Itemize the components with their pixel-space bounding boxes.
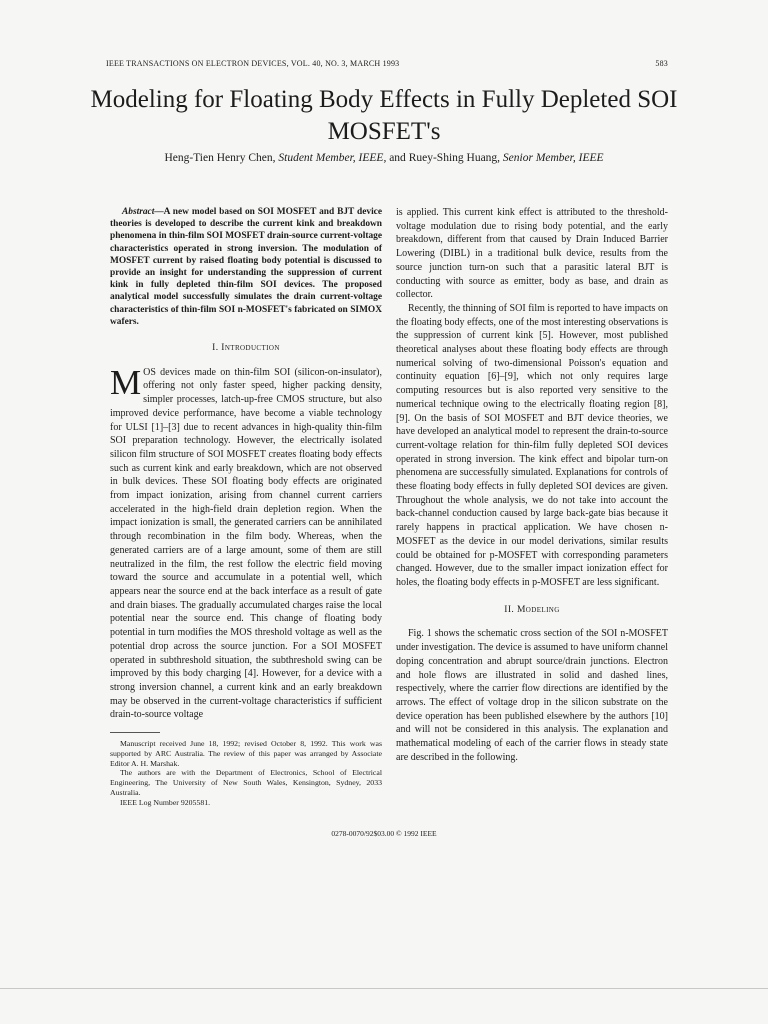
- footnote-log-number: IEEE Log Number 9205581.: [120, 797, 211, 807]
- intro-paragraph-1: [110, 362, 382, 722]
- left-column: [110, 206, 382, 808]
- section-heading-modeling: II. Modeling: [504, 604, 560, 615]
- footnote-divider: [110, 732, 160, 733]
- abstract-text: —A new model based on SOI MOSFET and BJT device theories is developed to describe the current kink and breakdown phenomena in thin-film SOI MOSFET drain-source current-voltage characteristics operated in strong inversion. The modulation of MOSFET current by raised floating body potential is discussed to provide an insight for understanding the suppression of current kink in fully depleted thin-film SOI devices. The proposed analytical model successfully simulates the drain current-voltage characteristics of thin-film SOI n-MOSFET's fabricated on SIMOX wafers.: [110, 207, 382, 327]
- abstract: [110, 206, 382, 328]
- intro-paragraph-3: Recently, the thinning of SOI film is reported to have impacts on the floating body effects, one of the most interesting observations is the suppression of current kink [5]. However, most published theoretical analyses about these floating body effects are through numerical solving of two-dimensional Poisson's equation and continuity equation [6]–[9], which not only requires large computing resources but is also reported very sensitive to the numerical technique owing to the electrically floating region [8], [9]. On the basis of SOI MOSFET and BJT device theories, we have developed an analytical model to represent the drain-to-source current-voltage relation for thin-film fully depleted SOI devices operated in strong inversion. The kink effect and bipolar turn-on phenomena are successfully simulated. Explanations for controls of these floating body effects in fully depleted SOI devices are given. Throughout the whole analysis, we do not take into account the back-channel conduction caused by large back-gate bias because it rarely happens in practical application. We have chosen n-MOSFET as the device in our model derivations, similar results could be obtained for p-MOSFET with corresponding parameters changed. However, due to the smaller impact ionization effect for holes, the floating body effects in p-MOSFET are less significant.: [396, 302, 668, 588]
- paper-title: Modeling for Floating Body Effects in Fully Depleted SOI MOSFET's: [90, 86, 678, 145]
- footnote-affiliation: The authors are with the Department of Electronics, School of Electrical Engineering, The University of New South Wales, Kensington, Sydney, 2033 Australia.: [110, 768, 382, 797]
- author-2-role: Senior Member, IEEE: [502, 152, 604, 164]
- journal-name: IEEE TRANSACTIONS ON ELECTRON DEVICES, VOL. 40, NO. 3, MARCH 1993: [106, 59, 400, 68]
- drop-cap: M: [110, 362, 142, 402]
- footnote-manuscript: Manuscript received June 18, 1992; revised October 8, 1992. This work was supported by ARC Australia. The review of this paper was arranged by Associate Editor A. H. Marshak.: [110, 739, 382, 768]
- page-number: 583: [655, 59, 668, 68]
- author-1-role: Student Member, IEEE,: [278, 152, 387, 164]
- author-1: Heng-Tien Henry Chen,: [164, 152, 276, 164]
- copyright-footer: 0278-0070/92$03.00 © 1992 IEEE: [331, 829, 437, 838]
- scan-edge-line: [0, 988, 768, 989]
- author-line: [60, 152, 708, 164]
- author-2: Ruey-Shing Huang,: [408, 152, 501, 164]
- author-conjunction: and: [389, 152, 406, 164]
- section-gap: [396, 590, 668, 604]
- section-heading-introduction: I. Introduction: [212, 343, 280, 354]
- modeling-paragraph-1: Fig. 1 shows the schematic cross section of the SOI n-MOSFET under investigation. The device is assumed to have uniform channel doping concentration and abrupt source/drain junctions. Electron and hole flows are illustrated in solid and dashed lines, respectively, where the carrier flow directions are identified by the arrows. The effect of voltage drop in the silicon substrate on the device operation has been published elsewhere by the authors [10] and will not be considered in this analysis. The explanation and mathematical modeling of each of the carrier flows in steady state are described in the following.: [396, 628, 668, 763]
- abstract-lead: Abstract: [122, 207, 155, 217]
- intro-paragraph-1-text: OS devices made on thin-film SOI (silicon-on-insulator), offering not only faster speed, higher packing density, simpler processes, latch-up-free CMOS structure, but also improved device performance, have become a viable technology for ULSI [1]–[3] due to recent advances in high-quality thin-film SOI preparation technology. However, the electrically isolated silicon film structure of SOI MOSFET creates floating body effects such as current kink and early breakdown, which are not observed in bulk devices. These SOI floating body effects are originated from impact ionization, arising from channel current carriers accelerated in the high-field drain depletion region. When the impact ionization is small, the generated carriers can be annihilated through recombination in the film body. Whereas, when the generated carriers are of a large amount, some of them are still neutralized in the film, the rest follow the electric field moving toward the source and accumulate in a potential well, which appears near the source end at the back interface as a result of gate and drain biases. The gradually accumulated charges raise the local potential near the source end. This change of floating body potential in turn modifies the MOS threshold voltage as well as the potential drop across the source junction. For a SOI MOSFET operated in subthreshold situation, the subthreshold swing can be improved by this body charging [4]. However, for a device with a strong inversion channel, a current kink and an early breakdown may be observed in the current-voltage characteristics if sufficient drain-to-source voltage: [110, 366, 382, 721]
- right-column: [396, 206, 668, 764]
- intro-paragraph-2: is applied. This current kink effect is attributed to the threshold-voltage modulation due to rising body potential, and the early breakdown, different from that caused by Drain Induced Barrier Lowering (DIBL) in a traditional bulk device, results from the source junction turn-on such that a parasitic lateral BJT is conducting with source as emitter, body as base, and drain as collector.: [396, 207, 668, 301]
